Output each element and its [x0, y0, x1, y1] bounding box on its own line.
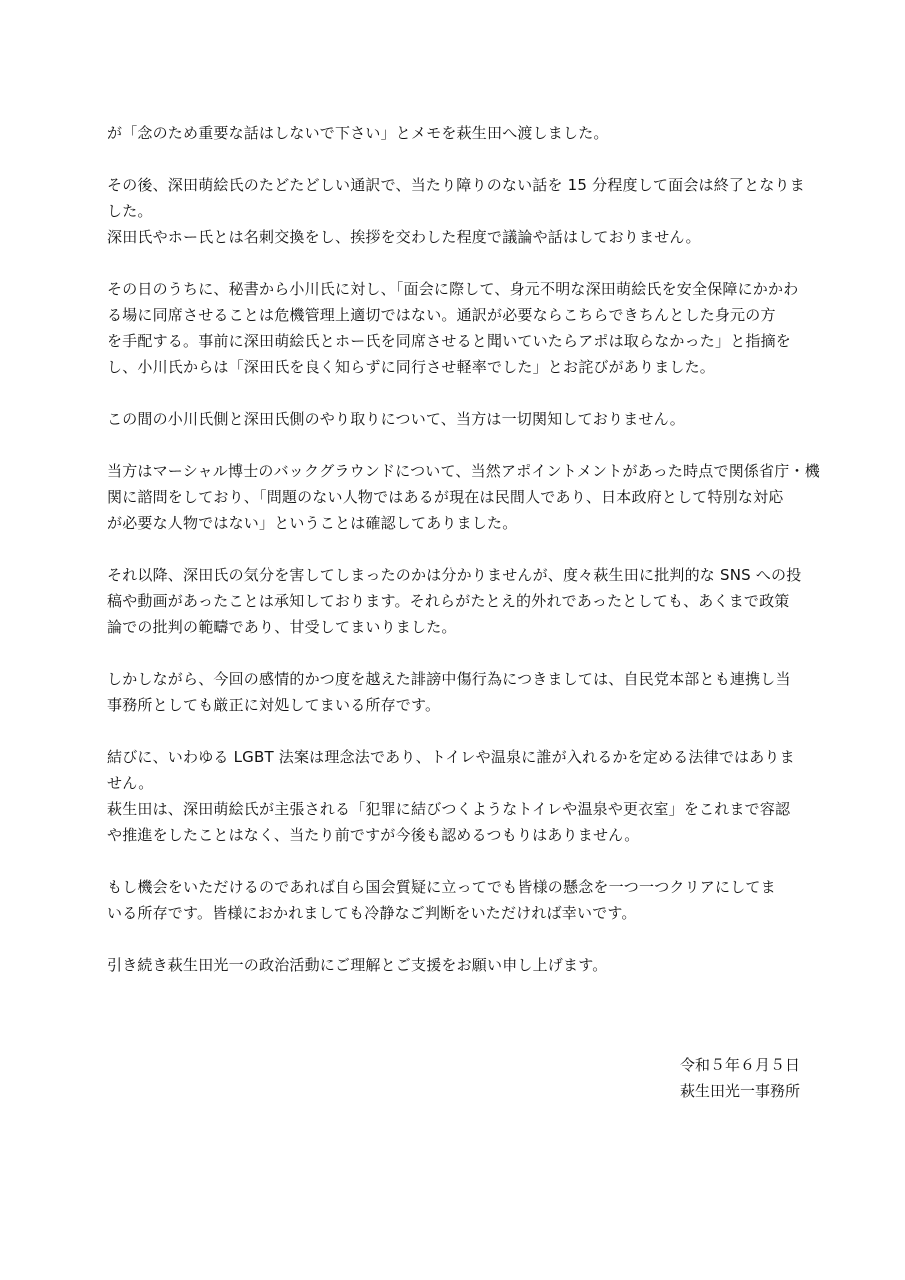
paragraph-line: が「念のため重要な話はしないで下さい」とメモを萩生田へ渡しました。 — [107, 124, 609, 142]
paragraph-line: る場に同席させることは危機管理上適切ではない。通訳が必要ならこちらできちんとした身元の方 — [107, 306, 776, 324]
paragraph-line: その日のうちに、秘書から小川氏に対し、「面会に際して、身元不明な深田萌絵氏を安全保障にかかわ — [107, 280, 799, 298]
paragraph-3 — [107, 276, 807, 380]
paragraph-line: 関に諮問をしており、「問題のない人物ではあるが現在は民間人であり、日本政府として特別な対応 — [107, 488, 784, 506]
paragraph-line: もし機会をいただけるのであれば自ら国会質疑に立ってでも皆様の懸念を一つ一つクリアにしてま — [107, 878, 776, 896]
paragraph-line: せん。 — [107, 774, 154, 792]
paragraph-2 — [107, 172, 807, 250]
paragraph-6 — [107, 562, 807, 640]
paragraph-line: いる所存です。皆様におかれましても冷静なご判断をいただければ幸いです。 — [107, 904, 637, 922]
signature-block — [560, 1052, 800, 1104]
paragraph-line: 当方はマーシャル博士のバックグラウンドについて、当然アポイントメントがあった時点で関係省庁・機 — [107, 462, 820, 480]
paragraph-10 — [107, 952, 807, 978]
paragraph-line: 萩生田は、深田萌絵氏が主張される「犯罪に結びつくようなトイレや温泉や更衣室」をこれまで容認 — [107, 800, 791, 818]
paragraph-line: 結びに、いわゆる LGBT 法案は理念法であり、トイレや温泉に誰が入れるかを定める法律ではありま — [107, 748, 795, 766]
paragraph-line: 引き続き萩生田光一の政治活動にご理解とご支援をお願い申し上げます。 — [107, 956, 608, 974]
signature-office: 萩生田光一事務所 — [679, 1082, 800, 1100]
paragraph-4 — [107, 406, 807, 432]
paragraph-line: や推進をしたことはなく、当たり前ですが今後も認めるつもりはありません。 — [107, 826, 640, 844]
letter-body — [107, 120, 820, 1004]
paragraph-line: この間の小川氏側と深田氏側のやり取りについて、当方は一切関知しておりません。 — [107, 410, 685, 428]
paragraph-line: を手配する。事前に深田萌絵氏とホー氏を同席させると聞いていたらアポは取らなかった」と指摘を — [107, 332, 792, 350]
paragraph-line: しかしながら、今回の感情的かつ度を越えた誹謗中傷行為につきましては、自民党本部とも連携し当 — [107, 670, 791, 688]
paragraph-line: が必要な人物ではない」ということは確認してありました。 — [107, 514, 518, 532]
paragraph-5 — [107, 458, 820, 536]
paragraph-line: 事務所としても厳正に対処してまいる所存です。 — [107, 696, 441, 714]
paragraph-7 — [107, 666, 807, 718]
paragraph-9 — [107, 874, 807, 926]
paragraph-line: した。 — [107, 202, 153, 220]
paragraph-line: 深田氏やホー氏とは名刺交換をし、挨拶を交わした程度で議論や話はしておりません。 — [107, 228, 701, 246]
signature-date: 令和５年６月５日 — [679, 1056, 800, 1074]
paragraph-1 — [107, 120, 807, 146]
paragraph-line: 論での批判の範疇であり、甘受してまいりました。 — [107, 618, 457, 636]
paragraph-line: それ以降、深田氏の気分を害してしまったのかは分かりませんが、度々萩生田に批判的な SNS への投 — [107, 566, 802, 584]
paragraph-line: その後、深田萌絵氏のたどたどしい通訳で、当たり障りのない話を 15 分程度して面会は終了となりま — [107, 176, 805, 194]
paragraph-line: 稿や動画があったことは承知しております。それらがたとえ的外れであったとしても、あくまで政策 — [107, 592, 790, 610]
paragraph-line: し、小川氏からは「深田氏を良く知らずに同行させ軽率でした」とお詫びがありました。 — [107, 358, 716, 376]
paragraph-8 — [107, 744, 807, 848]
